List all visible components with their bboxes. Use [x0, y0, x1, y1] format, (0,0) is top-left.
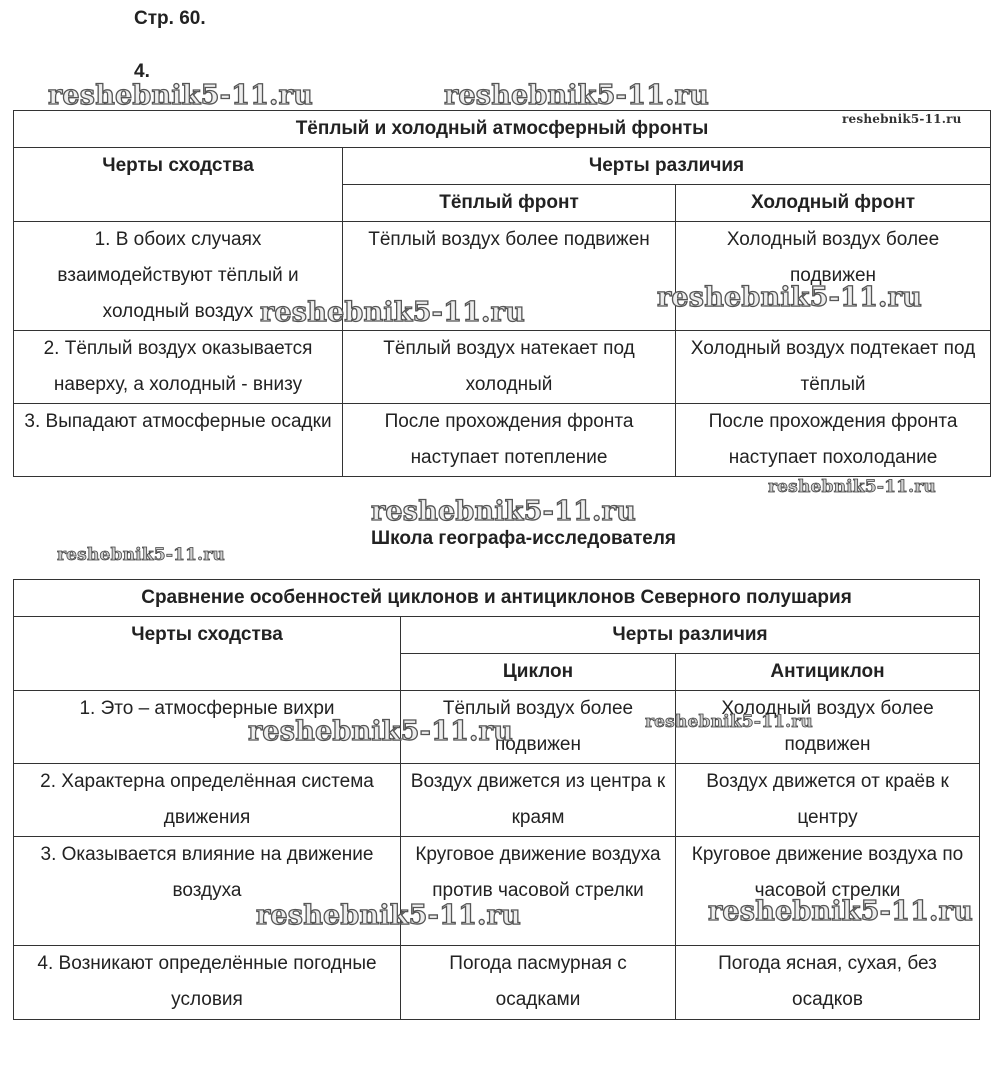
header-anticyclone: Антициклон — [676, 654, 980, 691]
watermark: reshebnik5-11.ru — [645, 712, 813, 732]
cyclones-table — [13, 579, 980, 1020]
similarity-cell: 4. Возникают определённые погодные условия — [14, 946, 401, 1020]
table-row — [14, 946, 980, 1020]
cyclone-cell: Воздух движется из центра к краям — [401, 764, 676, 837]
table-title: Тёплый и холодный атмосферный фронты — [14, 111, 991, 148]
watermark: reshebnik5-11.ru — [842, 112, 962, 126]
header-cold-front: Холодный фронт — [676, 185, 991, 222]
header-cyclone: Циклон — [401, 654, 676, 691]
cyclone-cell: Погода пасмурная с осадками — [401, 946, 676, 1020]
similarity-cell: 3. Оказывается влияние на движение воздуха — [14, 837, 401, 946]
watermark: reshebnik5-11.ru — [708, 896, 973, 927]
header-similarity: Черты сходства — [14, 148, 343, 222]
similarity-cell: 2. Характерна определённая система движения — [14, 764, 401, 837]
watermark: reshebnik5-11.ru — [371, 496, 636, 527]
anticyclone-cell: Воздух движется от краёв к центру — [676, 764, 980, 837]
similarity-cell: 2. Тёплый воздух оказывается наверху, а холодный - внизу — [14, 331, 343, 404]
section-title: Школа географа-исследователя — [371, 528, 676, 549]
header-difference: Черты различия — [343, 148, 991, 185]
header-difference: Черты различия — [401, 617, 980, 654]
watermark: reshebnik5-11.ru — [48, 80, 313, 111]
similarity-cell: 1. Это – атмосферные вихри — [14, 691, 401, 764]
watermark: reshebnik5-11.ru — [57, 545, 225, 565]
similarity-cell: 1. В обоих случаях взаимодействуют тёплый и холодный воздух — [14, 222, 343, 331]
watermark: reshebnik5-11.ru — [444, 80, 709, 111]
similarity-cell: 3. Выпадают атмосферные осадки — [14, 404, 343, 477]
warm-front-cell: Тёплый воздух более подвижен — [343, 222, 676, 331]
page-label: Стр. 60. — [134, 8, 206, 29]
anticyclone-cell: Погода ясная, сухая, без осадков — [676, 946, 980, 1020]
table-row — [14, 331, 991, 404]
watermark: reshebnik5-11.ru — [256, 900, 521, 931]
anticyclone-cell: Холодный воздух более подвижен — [676, 691, 980, 764]
anticyclone-cell: Круговое движение воздуха по часовой стрелки — [676, 837, 980, 946]
cyclone-cell: Круговое движение воздуха против часовой стрелки — [401, 837, 676, 946]
table-row — [14, 764, 980, 837]
cold-front-cell: Холодный воздух более подвижен — [676, 222, 991, 331]
watermark: reshebnik5-11.ru — [768, 477, 936, 497]
cyclone-cell: Тёплый воздух более подвижен — [401, 691, 676, 764]
watermark: reshebnik5-11.ru — [248, 716, 513, 747]
watermark: reshebnik5-11.ru — [260, 297, 525, 328]
table-row — [14, 404, 991, 477]
cold-front-cell: После прохождения фронта наступает похолодание — [676, 404, 991, 477]
watermark: reshebnik5-11.ru — [657, 282, 922, 313]
header-similarity: Черты сходства — [14, 617, 401, 691]
cold-front-cell: Холодный воздух подтекает под тёплый — [676, 331, 991, 404]
header-warm-front: Тёплый фронт — [343, 185, 676, 222]
warm-front-cell: После прохождения фронта наступает потепление — [343, 404, 676, 477]
task-number: 4. — [134, 61, 150, 82]
table-title: Сравнение особенностей циклонов и антициклонов Северного полушария — [14, 580, 980, 617]
warm-front-cell: Тёплый воздух натекает под холодный — [343, 331, 676, 404]
